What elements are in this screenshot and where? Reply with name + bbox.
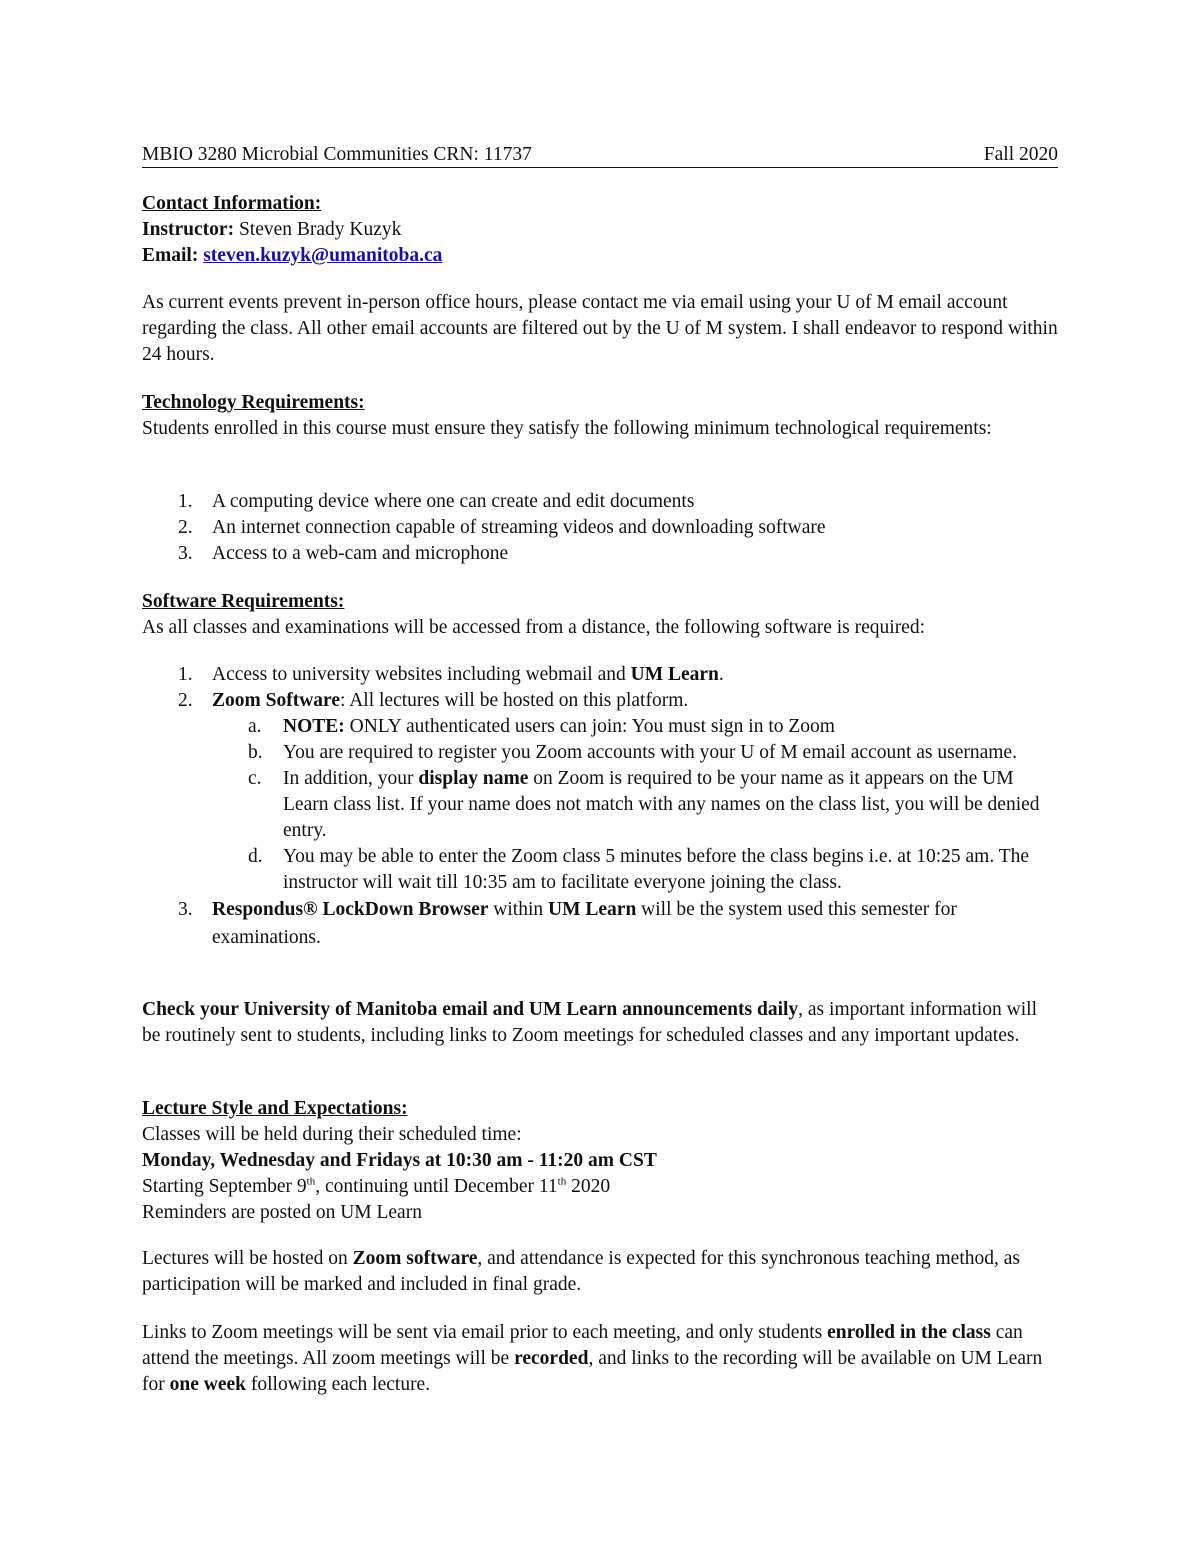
list-text: Access to a web-cam and microphone [212,543,509,564]
list-text-bold: Zoom Software [212,690,340,711]
list-text-bold: UM Learn [630,664,719,685]
technology-list [142,489,1060,567]
paragraph-text: , and attendance is expected for this synchronous teaching method, as participation will be marked and included in final grade. [142,1248,1020,1295]
lecture-paragraph-1-block [142,1246,1060,1298]
instructor-label: Instructor: [142,219,235,240]
sub-list-letter: a. [248,716,262,737]
list-text-bold: NOTE: [283,716,345,737]
email-link[interactable]: steven.kuzyk@umanitoba.ca [203,245,443,266]
lecture-line1: Classes will be held during their scheduled time: [142,1124,522,1145]
lecture-paragraph-2-block [142,1320,1060,1398]
list-text: You are required to register you Zoom accounts with your U of M email account as username. [283,742,1017,763]
lecture-section [142,1096,1060,1226]
list-number: 3. [178,543,193,564]
list-text: A computing device where one can create and edit documents [212,491,695,512]
contact-paragraph-block [142,290,1060,368]
announcements-bold: Check your University of Manitoba email and UM Learn announcements daily [142,999,799,1020]
list-text: : All lectures will be hosted on this platform. [340,690,689,711]
contact-title: Contact Information: [142,193,322,214]
lecture-title: Lecture Style and Expectations: [142,1098,408,1119]
announcements-paragraph [142,997,1060,1049]
instructor-line [142,217,1060,243]
list-text-bold: Respondus® LockDown Browser [212,899,489,920]
sub-list-letter: c. [248,768,262,789]
list-text: within [488,899,549,920]
paragraph-text: can attend the meetings. All zoom meetings will be [142,1322,1023,1369]
sub-list-letter: b. [248,742,263,763]
dates-text: Starting September 9 [142,1176,307,1197]
list-item [142,541,1060,567]
list-number: 1. [178,491,193,512]
technology-intro: Students enrolled in this course must ensure they satisfy the following minimum technological requirements: [142,418,992,439]
technology-title: Technology Requirements: [142,392,365,413]
list-text: . [718,664,724,685]
instructor-name: Steven Brady Kuzyk [238,219,402,240]
paragraph-text: Lectures will be hosted on [142,1248,353,1269]
sub-list-item [142,714,1060,740]
dates-text: 2020 [566,1176,611,1197]
list-text-bold: UM Learn [548,899,637,920]
lecture-reminders: Reminders are posted on UM Learn [142,1202,422,1223]
list-text-bold: display name [418,768,529,789]
list-text: ONLY authenticated users can join: You must sign in to Zoom [344,716,835,737]
lecture-schedule: Monday, Wednesday and Fridays at 10:30 am - 11:20 am CST [142,1150,657,1171]
sub-list-item [142,766,1060,844]
list-text: on Zoom is required to be your name as it appears on the UM Learn class list. If your name does not match with any names on the class list, you will be denied entry. [283,768,1040,841]
lecture-paragraph-1 [142,1246,1060,1298]
list-item [142,515,1060,541]
paragraph-bold: Zoom software [352,1248,478,1269]
list-number: 2. [178,690,193,711]
list-text: An internet connection capable of streaming videos and downloading software [212,517,826,538]
sub-list-letter: d. [248,846,263,867]
dates-sup: th [557,1175,567,1188]
email-label: Email: [142,245,199,266]
course-term: Fall 2020 [983,144,1058,165]
list-item [142,489,1060,515]
course-header [142,142,1058,168]
list-number: 2. [178,517,193,538]
list-item [142,662,1060,688]
sub-list-item [142,844,1060,896]
list-text: Access to university websites including webmail and [212,664,631,685]
list-item [142,688,1060,714]
software-title: Software Requirements: [142,591,345,612]
paragraph-bold: recorded [514,1348,589,1369]
paragraph-text: , and links to the recording will be available on UM Learn for [142,1348,1043,1395]
email-line [142,243,1060,269]
paragraph-bold: one week [169,1374,246,1395]
list-text: In addition, your [283,768,419,789]
software-list [142,662,1060,952]
list-text: will be the system used this semester for examinations. [212,899,957,948]
announcements-paragraph-block [142,997,1060,1049]
dates-text: , continuing until December 11 [315,1176,558,1197]
list-number: 3. [178,899,193,920]
lecture-dates [142,1174,1060,1200]
list-item [142,896,1060,952]
contact-paragraph: As current events prevent in-person office hours, please contact me via email using your U of M email account regarding the class. All other email accounts are filtered out by the U of M system. I shall endeavor to respond within 24 hours. [142,292,1058,365]
list-text: You may be able to enter the Zoom class 5 minutes before the class begins i.e. at 10:25 am. The instructor will wait till 10:35 am to facilitate everyone joining the class. [283,846,1030,893]
dates-sup: th [306,1175,316,1188]
paragraph-bold: enrolled in the class [827,1322,991,1343]
lecture-paragraph-2 [142,1320,1060,1398]
software-section [142,589,1060,641]
paragraph-text: Links to Zoom meetings will be sent via email prior to each meeting, and only students [142,1322,828,1343]
list-number: 1. [178,664,193,685]
sub-list-item [142,740,1060,766]
software-intro: As all classes and examinations will be accessed from a distance, the following software is required: [142,617,926,638]
paragraph-text: following each lecture. [246,1374,431,1395]
course-title: MBIO 3280 Microbial Communities CRN: 11737 [142,144,532,165]
announcements-text: , as important information will be routinely sent to students, including links to Zoom meetings for scheduled classes and any important updates. [142,999,1037,1046]
technology-section [142,390,1060,442]
contact-section [142,191,1060,269]
